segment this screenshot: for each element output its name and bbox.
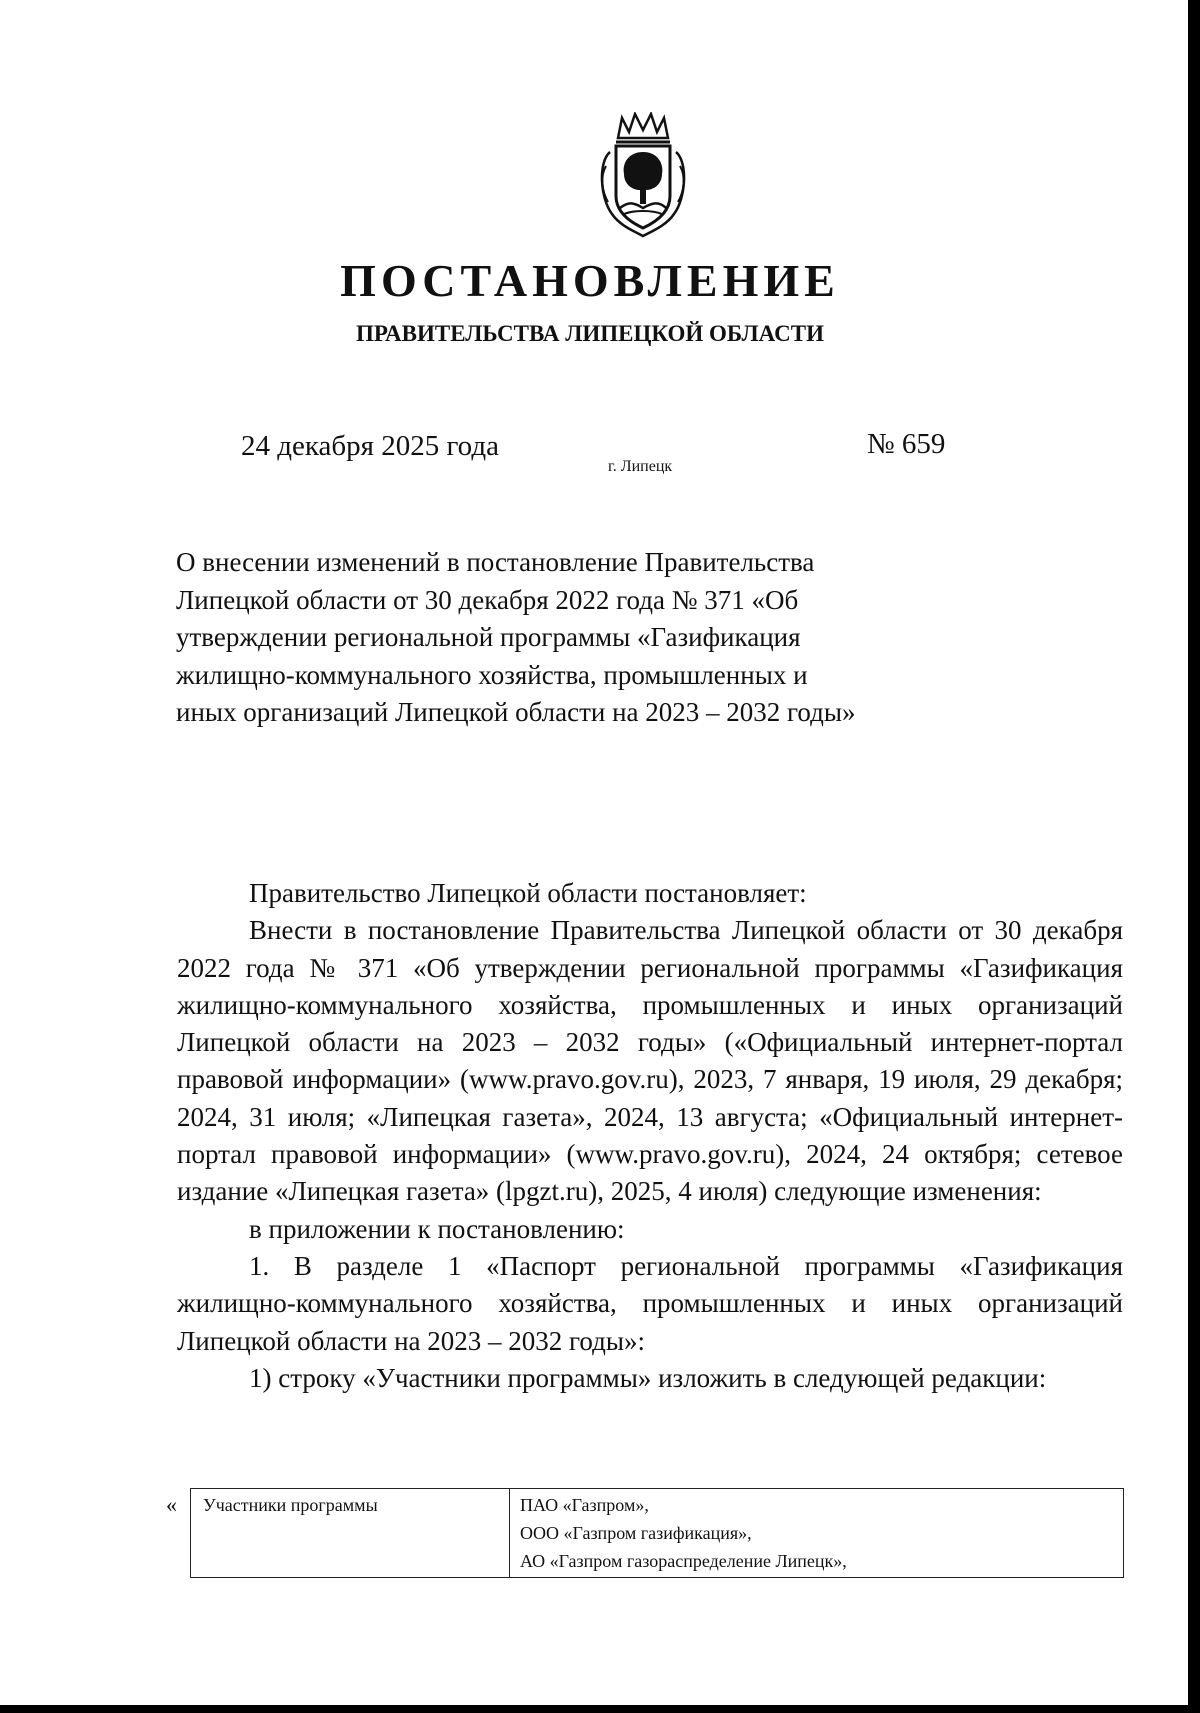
- document-title: ПОСТАНОВЛЕНИЕ: [340, 255, 840, 306]
- document-body: [177, 875, 1123, 1397]
- coat-of-arms-icon: [596, 112, 690, 240]
- participant-item: ООО «Газпром газификация»,: [520, 1523, 752, 1543]
- participant-item: АО «Газпром газораспределение Липецк»,: [520, 1551, 847, 1571]
- paragraph: Внести в постановление Правительства Липецкой области от 30 декабря 2022 года № 371 «Об утверждении региональной программы «Газификация жилищно-коммунального хозяйства, промышленных и иных организаций Липецкой области на 2023 – 2032 годы» («Официальный интернет-портал правовой информации» (www.pravo.gov.ru), 2023, 7 января, 19 июля, 29 декабря; 2024, 31 июля; «Липецкая газета», 2024, 13 августа; «Официальный интернет-портал правовой информации» (www.pravo.gov.ru), 2024, 24 октября; сетевое издание «Липецкая газета» (lpgzt.ru), 2025, 4 июля) следующие изменения:: [177, 915, 1123, 1207]
- document-subtitle: ПРАВИТЕЛЬСТВА ЛИПЕЦКОЙ ОБЛАСТИ: [356, 321, 824, 346]
- table-cell-label: Участники программы: [191, 1489, 510, 1578]
- table-row: [191, 1489, 1124, 1578]
- scan-right-border: [1188, 0, 1200, 1713]
- table-cell-participants: [510, 1489, 1124, 1578]
- document-number: № 659: [867, 428, 946, 460]
- participants-table: [190, 1488, 1124, 1578]
- opening-quote: «: [166, 1492, 177, 1517]
- paragraph: в приложении к постановлению:: [249, 1213, 625, 1244]
- paragraph: 1. В разделе 1 «Паспорт региональной программы «Газификация жилищно-коммунального хозяйства, промышленных и иных организаций Липецкой области на 2023 – 2032 годы»:: [177, 1250, 1123, 1356]
- paragraph: 1) строку «Участники программы» изложить в следующей редакции:: [249, 1362, 1047, 1393]
- document-heading: О внесении изменений в постановление Правительства Липецкой области от 30 декабря 2022 года № 371 «Об утверждении региональной программы «Газификация жилищно-коммунального хозяйства, промышленных и иных организаций Липецкой области на 2023 – 2032 годы»: [176, 547, 856, 727]
- paragraph: Правительство Липецкой области постановляет:: [249, 878, 807, 908]
- document-date: 24 декабря 2025 года: [241, 430, 499, 462]
- participant-item: ПАО «Газпром»,: [520, 1495, 649, 1515]
- scan-bottom-border: [0, 1705, 1200, 1713]
- document-city: г. Липецк: [608, 458, 673, 475]
